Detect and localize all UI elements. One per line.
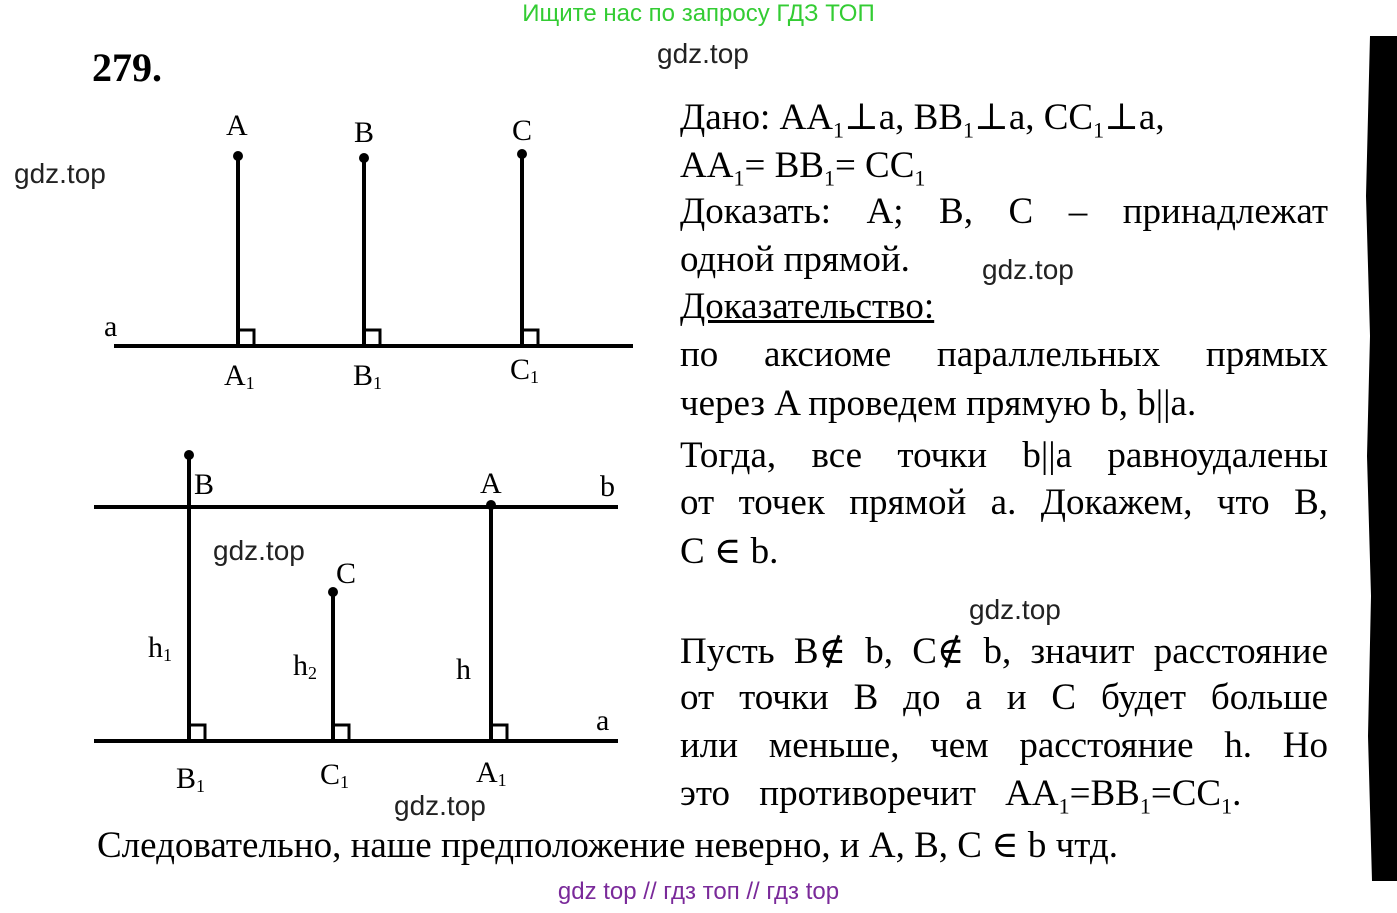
label-line-a: a xyxy=(104,310,118,343)
label-A1: A1 xyxy=(476,756,507,790)
label-A: A xyxy=(480,467,502,500)
point-A xyxy=(233,151,243,161)
suppose-line: или меньше, чем расстояние h. Но xyxy=(680,725,1328,766)
label-C: C xyxy=(512,114,533,147)
label-B1: B1 xyxy=(176,762,206,796)
right-angle-mark xyxy=(364,330,380,346)
proof-line: C ∈ b. xyxy=(680,531,779,572)
watermark: gdz.top xyxy=(394,790,486,821)
watermark: gdz.top xyxy=(982,254,1074,285)
given-line-1: Дано: $AA_1\perp a$, $BB_1\perp a$, $CC_1\perp a$, xyxy=(680,97,1165,143)
watermark: gdz.top xyxy=(213,535,305,566)
point-B xyxy=(359,153,369,163)
right-angle-mark xyxy=(491,725,507,741)
watermark: gdz.top xyxy=(14,158,106,189)
label-B: B xyxy=(194,468,215,501)
figure-2-diagram xyxy=(90,440,650,810)
prove-line-1: Доказать: A; B, C – принадлежат xyxy=(680,191,1328,232)
right-angle-mark xyxy=(333,725,349,741)
watermark: gdz.top xyxy=(657,38,749,69)
label-h: h xyxy=(456,653,471,686)
right-angle-mark xyxy=(238,330,254,346)
suppose-line: от точки B до a и C будет больше xyxy=(680,677,1328,718)
point-B xyxy=(184,450,194,460)
figure-1-diagram xyxy=(90,100,650,400)
label-C: C xyxy=(336,557,357,590)
label-A: A xyxy=(226,109,248,142)
label-A1: A1 xyxy=(224,359,255,393)
scan-edge-shadow xyxy=(1362,36,1397,881)
label-h2: h2 xyxy=(293,649,317,683)
problem-number: 279. xyxy=(92,45,162,90)
label-B: B xyxy=(354,116,375,149)
prove-line-2: одной прямой. xyxy=(680,239,910,280)
watermark: gdz.top xyxy=(969,594,1061,625)
contradiction-line: это противоречит $AA_1=BB_1=CC_1$. xyxy=(680,773,1242,819)
suppose-line: Пусть B∉ b, C∉ b, значит расстояние xyxy=(680,631,1328,672)
label-B1: B1 xyxy=(353,359,383,393)
bottom-banner: gdz top // гдз топ // гдз top xyxy=(557,878,840,905)
label-C1: C1 xyxy=(510,353,540,387)
point-A xyxy=(486,500,496,510)
proof-line: Тогда, все точки b||a равноудалены xyxy=(680,435,1328,476)
label-line-a: a xyxy=(596,704,610,737)
right-angle-mark xyxy=(522,330,538,346)
conclusion-line: Следовательно, наше предположение неверно, и A, B, C ∈ b чтд. xyxy=(97,825,1118,866)
proof-line: через A проведем прямую b, b||a. xyxy=(680,383,1197,424)
label-line-b: b xyxy=(600,470,615,503)
label-C1: C1 xyxy=(320,758,350,792)
proof-heading: Доказательство: xyxy=(680,286,935,327)
proof-line: по аксиоме параллельных прямых xyxy=(680,334,1328,375)
given-line-2: $AA_1= BB_1= CC_1$ xyxy=(680,145,926,191)
label-h1: h1 xyxy=(148,631,172,665)
top-banner: Ищите нас по запросу ГДЗ ТОП xyxy=(522,0,875,27)
right-angle-mark xyxy=(189,725,205,741)
proof-line: от точек прямой a. Докажем, что B, xyxy=(680,482,1328,523)
point-C xyxy=(517,149,527,159)
